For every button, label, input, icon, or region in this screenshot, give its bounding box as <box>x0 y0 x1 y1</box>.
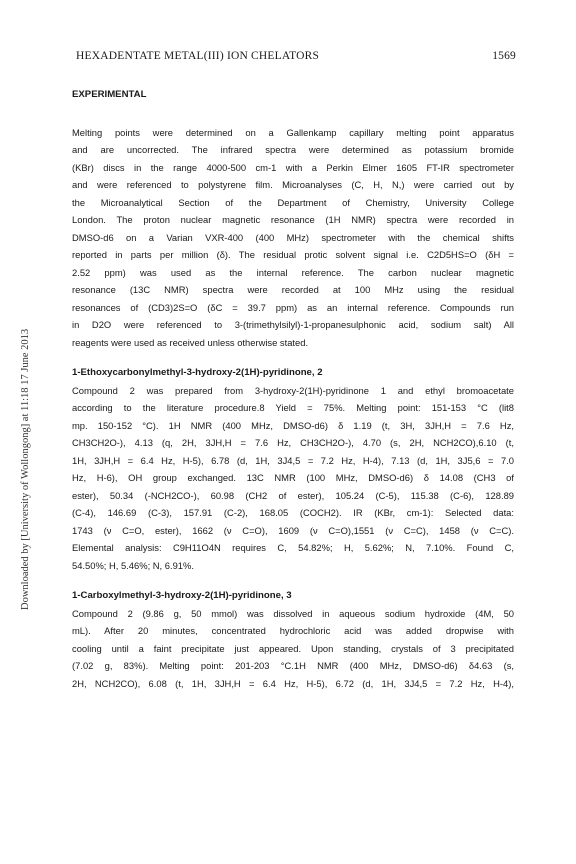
text-line: 2.52 ppm) was used as the internal reference. The carbon nuclear magnetic <box>72 266 514 278</box>
text-line: (C-4), 146.69 (C-3), 157.91 (C-2), 168.05 (COCH2). IR (KBr, cm-1): Selected data: <box>72 507 514 518</box>
text-line: cooling until a faint precipitate just appeared. Upon standing, crystals of 3 precipitated <box>72 642 514 654</box>
text-line: Melting points were determined on a Gallenkamp capillary melting point apparatus <box>72 126 514 138</box>
download-watermark: Downloaded by [University of Wollongong] at 11:18 17 June 2013 <box>20 328 31 610</box>
compound-3-heading: 1-Carboxylmethyl-3-hydroxy-2(1H)-pyridinone, 3 <box>72 590 292 601</box>
text-line: resonances of (CD3)2S=O (δC = 39.7 ppm) as an internal reference. Compounds run <box>72 301 514 313</box>
text-line: (7.02 g, 83%). Melting point: 201-203 °C.1H NMR (400 MHz, DMSO-d6) δ4.63 (s, <box>72 660 514 671</box>
text-line: 1H, 3JH,H = 6.4 Hz, H-5), 6.78 (d, 1H, 3J4,5 = 7.2 Hz, H-4), 7.13 (d, 1H, 3J5,6 = 7.0 <box>72 454 514 466</box>
section-heading-experimental: EXPERIMENTAL <box>72 89 147 100</box>
text-line: Elemental analysis: C9H11O4N requires C, 54.82%; H, 5.62%; N, 7.10%. Found C, <box>72 542 514 553</box>
text-line: and were referenced to polystyrene film. Microanalyses (C, H, N,) were carried out by <box>72 179 514 190</box>
text-line: according to the literature procedure.8 Yield = 75%. Melting point: 151-153 °C (lit8 <box>72 402 514 413</box>
text-line: mp. 150-152 °C). 1H NMR (400 MHz, DMSO-d6) δ 1.19 (t, 3H, 3JH,H = 7.6 Hz, <box>72 419 514 431</box>
compound-2-paragraph <box>72 382 514 575</box>
text-line: Compound 2 was prepared from 3-hydroxy-2(1H)-pyridinone 1 and ethyl bromoacetate <box>72 384 514 396</box>
experimental-paragraph <box>72 124 514 352</box>
text-line: 1743 (ν C=O, ester), 1662 (ν C=O), 1609 (ν C=O),1551 (ν C=C), 1458 (ν C=C). <box>72 524 514 536</box>
text-line: reagents were used as received unless otherwise stated. <box>72 336 309 348</box>
compound-3-paragraph <box>72 605 514 693</box>
text-line: 54.50%; H, 5.46%; N, 6.91%. <box>72 559 194 571</box>
text-line: DMSO-d6 on a Varian VXR-400 (400 MHz) spectrometer with the chemical shifts <box>72 231 514 243</box>
text-line: ester), 50.34 (-NCH2CO-), 60.98 (CH2 of ester), 105.24 (C-5), 115.38 (C-6), 128.89 <box>72 489 514 501</box>
text-line: Hz, H-6), OH group exchanged. 13C NMR (100 MHz, DMSO-d6) δ 14.08 (CH3 of <box>72 472 514 483</box>
running-title: HEXADENTATE METAL(III) ION CHELATORS <box>76 50 320 62</box>
running-header <box>76 50 516 66</box>
page-body <box>72 86 514 692</box>
text-line: in D2O were referenced to 3-(trimethylsilyl)-1-propanesulphonic acid, sodium salt) All <box>72 319 514 330</box>
text-line: London. The proton nuclear magnetic resonance (1H NMR) spectra were recorded in <box>72 214 514 225</box>
text-line: (KBr) discs in the range 4000-500 cm-1 with a Perkin Elmer 1605 FT-IR spectrometer <box>72 161 514 173</box>
text-line: Compound 2 (9.86 g, 50 mmol) was dissolved in aqueous sodium hydroxide (4M, 50 <box>72 607 514 619</box>
text-line: CH3CH2O-), 4.13 (q, 2H, 3JH,H = 7.6 Hz, CH3CH2O-), 4.70 (s, 2H, NCH2CO),6.10 (t, <box>72 437 514 448</box>
text-line: 2H, NCH2CO), 6.08 (t, 1H, 3JH,H = 6.4 Hz, H-5), 6.72 (d, 1H, 3J4,5 = 7.2 Hz, H-4), <box>72 677 514 689</box>
text-line: mL). After 20 minutes, concentrated hydrochloric acid was added dropwise with <box>72 625 514 636</box>
text-line: the Microanalytical Section of the Department of Chemistry, University College <box>72 196 514 208</box>
text-line: resonance (13C NMR) spectra were recorded at 100 MHz using the residual <box>72 284 514 295</box>
text-line: reported in parts per million (δ). The residual protic solvent signal i.e. C2D5HS=O (δH = <box>72 249 514 260</box>
page-number: 1569 <box>492 50 516 62</box>
compound-2-heading: 1-Ethoxycarbonylmethyl-3-hydroxy-2(1H)-pyridinone, 2 <box>72 367 323 378</box>
text-line: and are uncorrected. The infrared spectra were determined as potassium bromide <box>72 144 514 155</box>
